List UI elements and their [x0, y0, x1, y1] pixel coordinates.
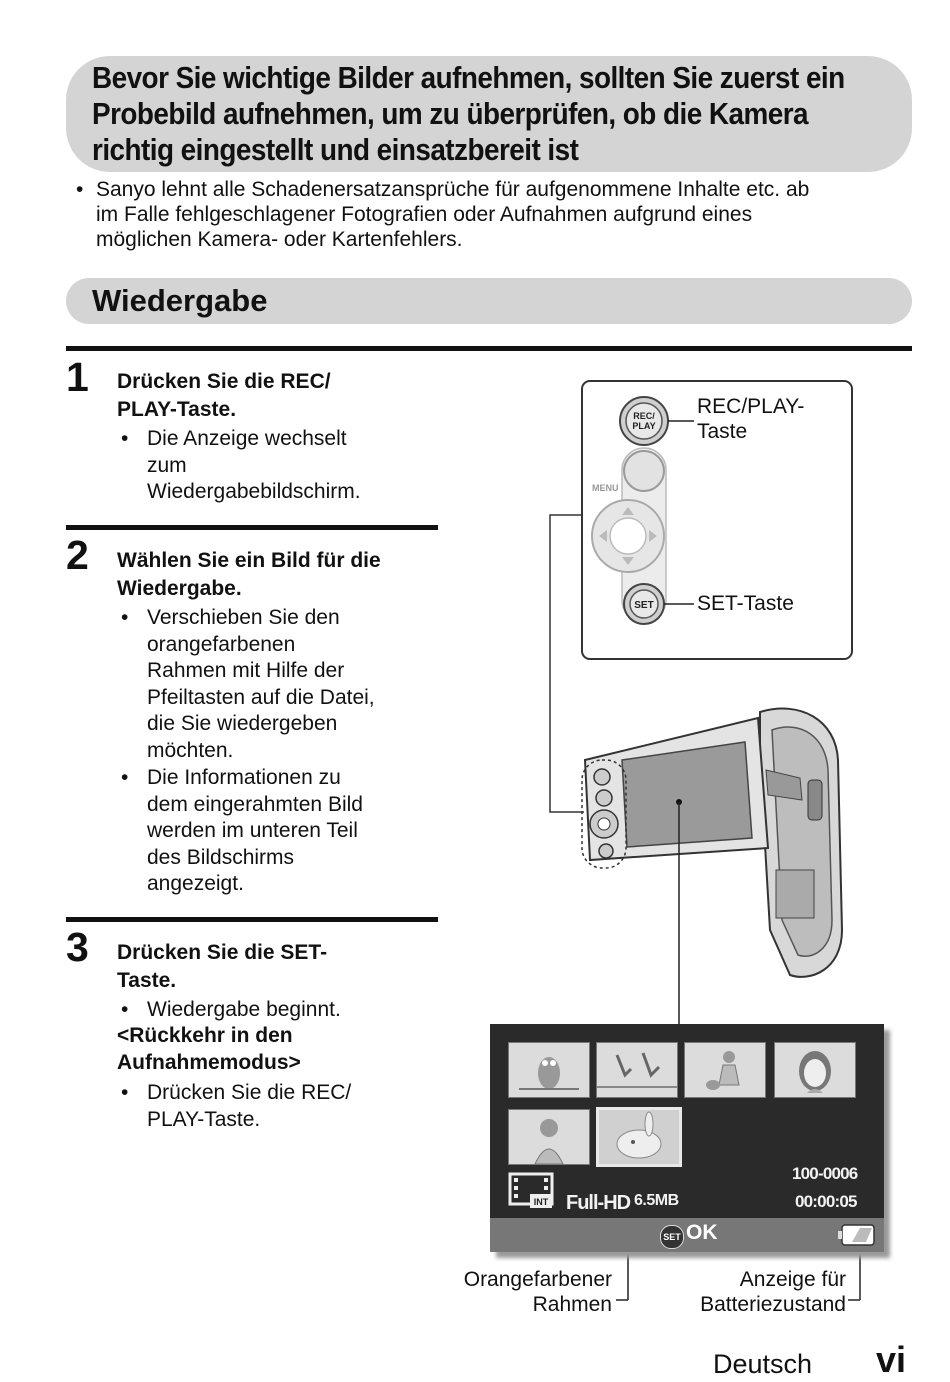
menu-button-icon [624, 451, 664, 491]
file-size: 6.5MB [634, 1192, 679, 1209]
portrait-icon [775, 1043, 855, 1097]
step-2-heading: Wählen Sie ein Bild für die Wiedergabe. [117, 549, 381, 600]
set-label: SET [634, 600, 654, 611]
play-time: 00:00:05 [795, 1192, 857, 1211]
section-title: Wiedergabe [92, 283, 268, 318]
ok-label: OK [686, 1221, 718, 1244]
battery-icon [838, 1224, 876, 1246]
owl-icon [509, 1043, 589, 1097]
camcorder-icon [582, 709, 842, 977]
footer-language: Deutsch [713, 1349, 813, 1379]
movie-file-icon [508, 1172, 556, 1210]
rec-label: REC/ [633, 411, 655, 421]
thumbnail-child-dog[interactable] [684, 1042, 766, 1098]
thumbnail-woman[interactable] [508, 1109, 590, 1165]
status-bar [490, 1218, 884, 1252]
woman-icon [509, 1110, 589, 1164]
thumbnail-birds[interactable] [596, 1042, 678, 1098]
step-3-bullet: • Wiedergabe beginnt. [121, 998, 341, 1021]
menu-label: MENU [592, 483, 619, 493]
banner-title: Bevor Sie wichtige Bilder aufnehmen, sollten Sie zuerst ein Probebild aufnehmen, um zu überprüfen, ob die Kamera richtig eingestellt und einsatzbereit ist [92, 60, 845, 167]
battery-callout: Anzeige für Batteriezustand [700, 1268, 846, 1316]
disclaimer-note: • Sanyo lehnt alle Schadenersatzansprüche für aufgenommene Inhalte etc. ab im Falle fehlgeschlagener Fotografien oder Aufnahmen aufgrund eines möglichen Kamera- oder Kartenfehlers. [76, 178, 810, 251]
step-1-heading: Drücken Sie die REC/ PLAY-Taste. [117, 370, 331, 421]
thumbnail-portrait[interactable] [774, 1042, 856, 1098]
step-1-number: 1 [66, 354, 89, 400]
set-button-icon: SET [660, 1225, 684, 1249]
step-2-bullet: • Die Informationen zu dem eingerahmten Bild werden im unteren Teil des Bildschirms angezeigt. [121, 766, 363, 895]
step-3-number: 3 [66, 924, 89, 970]
file-number: 100-0006 [792, 1164, 858, 1183]
set-callout: SET-Taste [697, 592, 794, 615]
thumbnail-owl[interactable] [508, 1042, 590, 1098]
step-2-number: 2 [66, 532, 89, 578]
quality-label: Full-HD [566, 1192, 631, 1214]
seagulls-icon [597, 1043, 677, 1097]
int-label: INT [533, 1197, 549, 1207]
page-number: vi [876, 1339, 907, 1380]
step-3-bullet: • Drücken Sie die REC/ PLAY-Taste. [121, 1081, 352, 1131]
rec-play-callout: REC/PLAY- Taste [697, 395, 805, 443]
step-3-heading: Drücken Sie die SET- Taste. [117, 941, 328, 992]
step-1-bullet: • Die Anzeige wechselt zum Wiedergabebildschirm. [121, 427, 361, 503]
child-dog-icon [685, 1043, 765, 1097]
playback-screen [490, 1024, 884, 1252]
play-label: PLAY [632, 421, 656, 431]
frame-callout: Orangefarbener Rahmen [463, 1268, 612, 1316]
step-2-bullet: • Verschieben Sie den orangefarbenen Rahmen mit Hilfe der Pfeiltasten auf die Datei, die Sie wiedergeben möchten. [121, 606, 375, 762]
step-3-subheading: <Rückkehr in den Aufnahmemodus> [117, 1024, 301, 1074]
thumbnail-rabbit-selected[interactable] [596, 1107, 682, 1167]
rabbit-icon [599, 1110, 679, 1164]
